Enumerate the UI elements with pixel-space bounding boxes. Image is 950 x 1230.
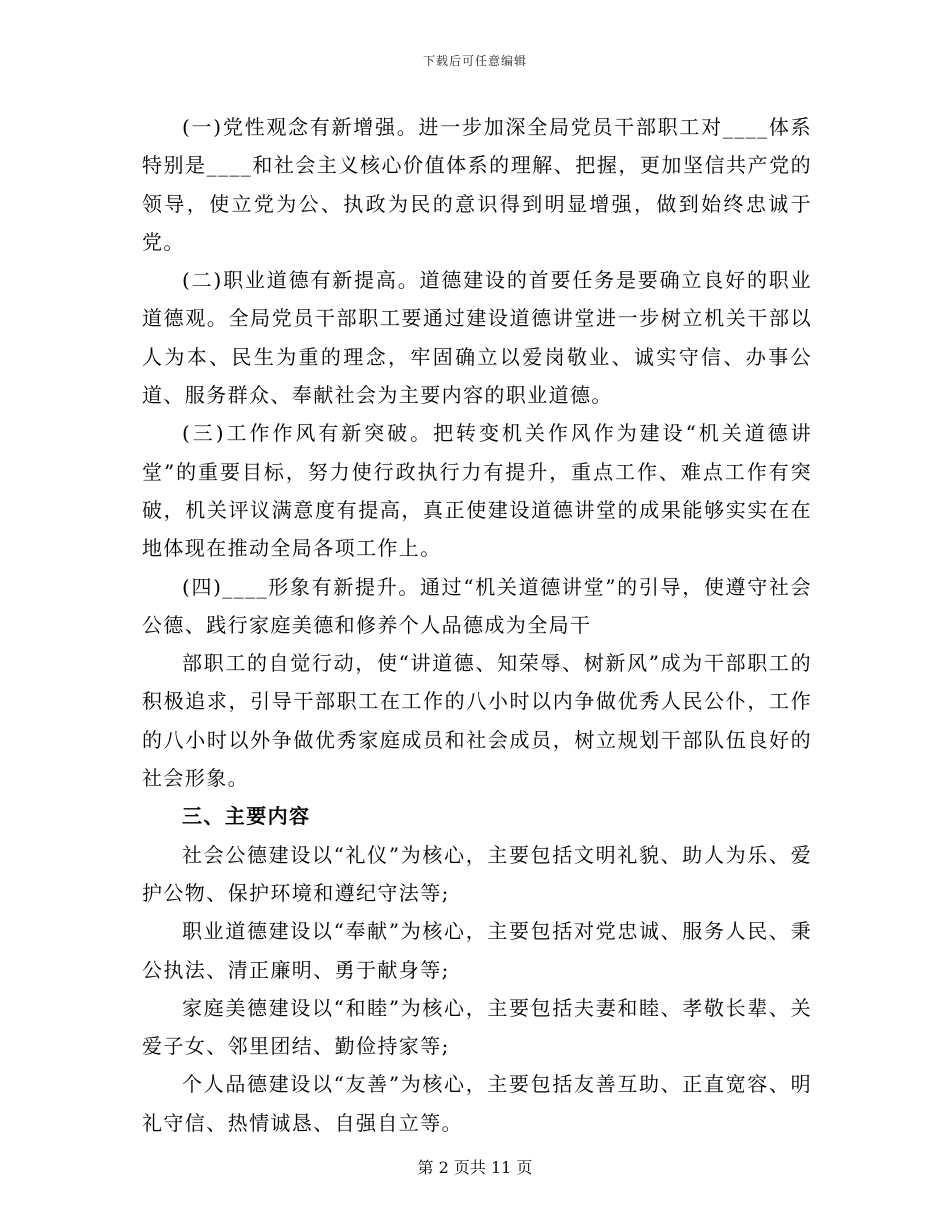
page-header: 下载后可任意编辑 [422, 54, 527, 68]
page-footer-number: 第 2 页共 11 页 [417, 1158, 533, 1177]
paragraph-social-morality: 社会公德建设以“礼仪”为核心，主要包括文明礼貌、助人为乐、爱护公物、保护环境和遵纪守法等; [142, 842, 812, 905]
section-heading-main-content: 三、主要内容 [182, 804, 311, 829]
document-body [142, 108, 812, 1142]
paragraph-staff-conduct: 部职工的自觉行动，使“讲道德、知荣辱、树新风”成为干部职工的积极追求，引导干部职工在工作的八小时以内争做优秀人民公仆，工作的八小时以外争做优秀家庭成员和社会成员，树立规划干部队伍良好的社会形象。 [142, 651, 812, 791]
paragraph-image-improvement: (四)____形象有新提升。通过“机关道德讲堂”的引导，使遵守社会公德、践行家庭美德和修养个人品德成为全局干 [142, 574, 812, 637]
paragraph-professional-ethics: (二)职业道德有新提高。道德建设的首要任务是要确立良好的职业道德观。全局党员干部职工要通过建设道德讲堂进一步树立机关干部以人为本、民生为重的理念，牢固确立以爱岗敬业、诚实守信、办事公道、服务群众、奉献社会为主要内容的职业道德。 [142, 268, 812, 408]
paragraph-personal-character: 个人品德建设以“友善”为核心，主要包括友善互助、正直宽容、明礼守信、热情诚恳、自强自立等。 [142, 1072, 812, 1135]
paragraph-work-style: (三)工作作风有新突破。把转变机关作风作为建设“机关道德讲堂”的重要目标，努力使行政执行力有提升，重点工作、难点工作有突破，机关评议满意度有提高，真正使建设道德讲堂的成果能够实实在在地体现在推动全局各项工作上。 [142, 421, 812, 561]
paragraph-occupational-morality: 职业道德建设以“奉献”为核心，主要包括对党忠诚、服务人民、秉公执法、清正廉明、勇于献身等; [142, 919, 812, 982]
paragraph-party-awareness: (一)党性观念有新增强。进一步加深全局党员干部职工对____体系特别是____和社会主义核心价值体系的理解、把握，更加坚信共产党的领导，使立党为公、执政为民的意识得到明显增强，做到始终忠诚于党。 [142, 115, 812, 254]
paragraph-family-virtue: 家庭美德建设以“和睦”为核心，主要包括夫妻和睦、孝敬长辈、关爱子女、邻里团结、勤俭持家等; [142, 995, 812, 1059]
